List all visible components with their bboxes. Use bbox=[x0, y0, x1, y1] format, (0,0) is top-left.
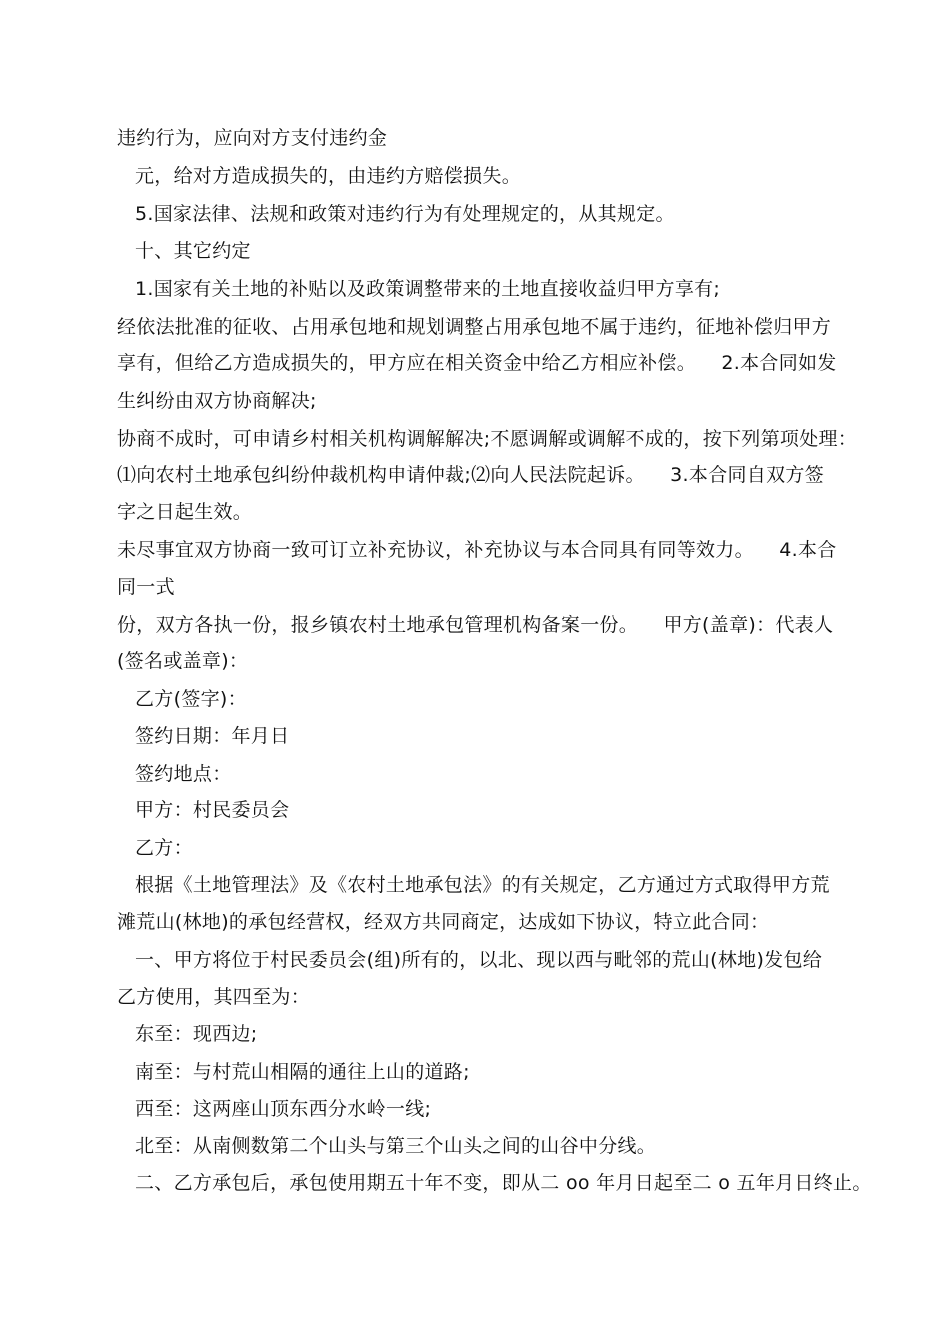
text-line: 协商不成时，可申请乡村相关机构调解解决;不愿调解或调解不成的，按下列第项处理： bbox=[117, 428, 858, 450]
text-line: 北至：从南侧数第二个山头与第三个山头之间的山谷中分线。 bbox=[135, 1135, 657, 1157]
text-line: 南至：与村荒山相隔的通往上山的道路; bbox=[135, 1061, 470, 1083]
text-line: 乙方(签字)： bbox=[135, 688, 247, 710]
text-line: 乙方使用，其四至为： bbox=[117, 986, 311, 1008]
text-line: 经依法批准的征收、占用承包地和规划调整占用承包地不属于违约，征地补偿归甲方 bbox=[117, 316, 832, 338]
text-line: 未尽事宜双方协商一致可订立补充协议，补充协议与本合同具有同等效力。 4.本合 bbox=[117, 539, 837, 561]
text-line: 根据《土地管理法》及《农村土地承包法》的有关规定，乙方通过方式取得甲方荒 bbox=[135, 874, 830, 896]
text-line: 享有，但给乙方造成损失的，甲方应在相关资金中给乙方相应补偿。 2.本合同如发 bbox=[117, 352, 837, 374]
text-line: 5.国家法律、法规和政策对违约行为有处理规定的，从其规定。 bbox=[135, 203, 675, 225]
text-line: 生纠纷由双方协商解决; bbox=[117, 390, 317, 412]
text-line: 东至：现西边; bbox=[135, 1023, 258, 1045]
text-line: 元，给对方造成损失的，由违约方赔偿损失。 bbox=[135, 165, 522, 187]
text-line: 1.国家有关土地的补贴以及政策调整带来的土地直接收益归甲方享有; bbox=[135, 278, 721, 300]
text-line: 份，双方各执一份，报乡镇农村土地承包管理机构备案一份。 甲方(盖章)：代表人 bbox=[117, 614, 834, 636]
section-heading: 十、其它约定 bbox=[135, 240, 251, 262]
text-line: 违约行为，应向对方支付违约金 bbox=[117, 127, 388, 149]
text-line: 乙方： bbox=[135, 837, 193, 859]
text-line: 字之日起生效。 bbox=[117, 501, 253, 523]
text-line: 签约日期：年月日 bbox=[135, 725, 290, 747]
text-line: 一、甲方将位于村民委员会(组)所有的，以北、现以西与毗邻的荒山(林地)发包给 bbox=[135, 949, 823, 971]
text-line: 二、乙方承包后，承包使用期五十年不变，即从二 oo 年月日起至二 o 五年月日终止。 bbox=[135, 1172, 872, 1194]
text-line: 签约地点： bbox=[135, 763, 232, 785]
text-line: 西至：这两座山顶东西分水岭一线; bbox=[135, 1098, 432, 1120]
text-line: 滩荒山(林地)的承包经营权，经双方共同商定，达成如下协议，特立此合同： bbox=[117, 911, 770, 933]
text-line: 甲方：村民委员会 bbox=[135, 799, 290, 821]
text-line: 同一式 bbox=[117, 576, 175, 598]
text-line: (签名或盖章)： bbox=[117, 650, 249, 672]
text-line: ⑴向农村土地承包纠纷仲裁机构申请仲裁;⑵向人民法院起诉。 3.本合同自双方签 bbox=[117, 464, 824, 486]
